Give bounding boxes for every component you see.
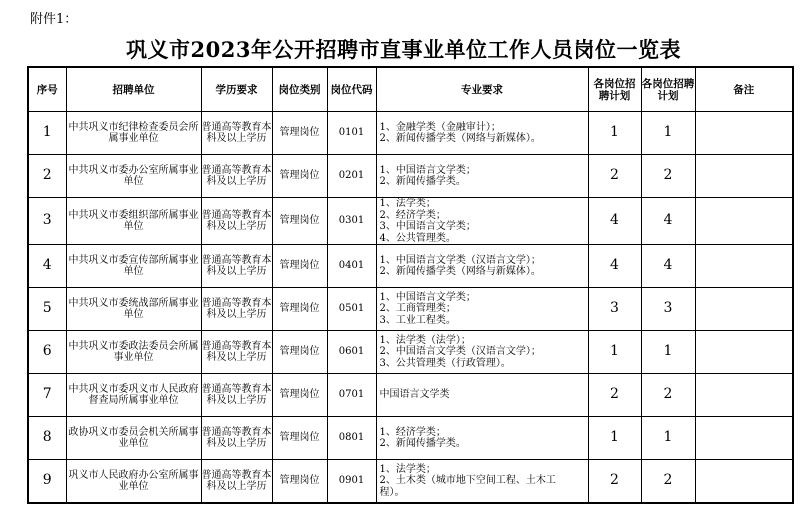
- major-line: 1、经济学类；: [379, 426, 446, 438]
- row-unit: 中共巩义市委政法委员会所属事业单位: [66, 331, 201, 374]
- row-code: 0201: [327, 155, 376, 198]
- major-line: 2、新闻传播学类（网络与新媒体）。: [379, 133, 541, 144]
- major-line: 1、中国语言文学类；: [379, 291, 476, 303]
- row-category: 管理岗位: [272, 288, 327, 331]
- row-remark: [695, 331, 793, 374]
- row-plan-a: 2: [588, 155, 641, 198]
- row-major: [376, 288, 588, 331]
- row-plan-a: 3: [588, 288, 641, 331]
- row-major: [376, 460, 588, 504]
- major-line: 3、工业工程类。: [379, 314, 456, 326]
- row-plan-b: 2: [641, 460, 695, 504]
- row-plan-a: 4: [588, 198, 641, 245]
- row-major: [376, 198, 588, 245]
- row-category: 管理岗位: [272, 198, 327, 245]
- table-header-row: [28, 67, 793, 112]
- row-plan-a: 1: [588, 112, 641, 155]
- row-seq: 1: [28, 112, 66, 155]
- row-category: 管理岗位: [272, 112, 327, 155]
- row-remark: [695, 155, 793, 198]
- major-line: 2、工商管理类；: [379, 303, 456, 315]
- row-major: [376, 155, 588, 198]
- row-seq: 9: [28, 460, 66, 504]
- table-row: [28, 331, 793, 374]
- table-row: [28, 460, 793, 504]
- row-plan-a: 4: [588, 245, 641, 288]
- row-plan-a: 2: [588, 374, 641, 417]
- row-plan-a: 1: [588, 331, 641, 374]
- major-line: 1、中国语言文学类；: [379, 164, 476, 176]
- row-education: 普通高等教育本科及以上学历: [201, 374, 272, 417]
- row-category: 管理岗位: [272, 417, 327, 460]
- major-line: 2、新闻传播学类。: [379, 176, 466, 187]
- row-education: 普通高等教育本科及以上学历: [201, 417, 272, 460]
- row-education: 普通高等教育本科及以上学历: [201, 155, 272, 198]
- row-code: 0901: [327, 460, 376, 504]
- row-major: [376, 417, 588, 460]
- major-line: 1、法学类；: [379, 198, 436, 209]
- table-row: [28, 155, 793, 198]
- row-category: 管理岗位: [272, 331, 327, 374]
- row-education: 普通高等教育本科及以上学历: [201, 198, 272, 245]
- row-plan-b: 1: [641, 112, 695, 155]
- document-title: 巩义市2023年公开招聘市直事业单位工作人员岗位一览表: [126, 37, 681, 62]
- major-line: 3、公共管理类（行政管理）。: [379, 357, 511, 369]
- major-line: 1、中国语言文学类（汉语言文学）；: [379, 254, 541, 266]
- major-line: 程）。: [379, 486, 405, 498]
- row-seq: 8: [28, 417, 66, 460]
- row-remark: [695, 112, 793, 155]
- header-major: 专业要求: [376, 67, 588, 112]
- row-unit: 中共巩义市委宣传部所属事业单位: [66, 245, 201, 288]
- row-major: [376, 331, 588, 374]
- row-category: 管理岗位: [272, 460, 327, 504]
- header-seq: 序号: [28, 67, 66, 112]
- table-row: [28, 288, 793, 331]
- row-seq: 5: [28, 288, 66, 331]
- table-row: [28, 417, 793, 460]
- row-major: [376, 245, 588, 288]
- positions-table: [27, 66, 794, 504]
- row-remark: [695, 288, 793, 331]
- row-seq: 6: [28, 331, 66, 374]
- attachment-label: 附件1：: [30, 12, 78, 27]
- row-education: 普通高等教育本科及以上学历: [201, 331, 272, 374]
- row-seq: 2: [28, 155, 66, 198]
- row-seq: 4: [28, 245, 66, 288]
- major-line: 2、新闻传播学类。: [379, 438, 466, 449]
- row-seq: 7: [28, 374, 66, 417]
- row-code: 0601: [327, 331, 376, 374]
- major-line: 2、土木类（城市地下空间工程、土木工: [379, 475, 556, 487]
- row-major: [376, 112, 588, 155]
- row-remark: [695, 460, 793, 504]
- row-education: 普通高等教育本科及以上学历: [201, 112, 272, 155]
- row-seq: 3: [28, 198, 66, 245]
- table-row: [28, 374, 793, 417]
- row-plan-b: 2: [641, 155, 695, 198]
- row-education: 普通高等教育本科及以上学历: [201, 460, 272, 504]
- header-code: 岗位代码: [327, 67, 376, 112]
- row-category: 管理岗位: [272, 155, 327, 198]
- major-line: 1、金融学类（金融审计）；: [379, 121, 501, 133]
- table-row: [28, 198, 793, 245]
- major-line: 2、新闻传播学类（网络与新媒体）。: [379, 266, 541, 277]
- row-unit: 中共巩义市纪律检查委员会所属事业单位: [66, 112, 201, 155]
- row-category: 管理岗位: [272, 245, 327, 288]
- row-education: 普通高等教育本科及以上学历: [201, 288, 272, 331]
- row-unit: 中共巩义市委办公室所属事业单位: [66, 155, 201, 198]
- row-code: 0701: [327, 374, 376, 417]
- row-remark: [695, 198, 793, 245]
- row-remark: [695, 374, 793, 417]
- row-education: 普通高等教育本科及以上学历: [201, 245, 272, 288]
- row-code: 0501: [327, 288, 376, 331]
- row-remark: [695, 245, 793, 288]
- major-line: 1、法学类（法学）；: [379, 334, 471, 346]
- row-unit: 巩义市人民政府办公室所属事业单位: [66, 460, 201, 504]
- row-unit: 中共巩义市委组织部所属事业单位: [66, 198, 201, 245]
- major-line: 中国语言文学类: [379, 389, 450, 401]
- row-plan-b: 4: [641, 198, 695, 245]
- row-plan-b: 4: [641, 245, 695, 288]
- row-major: [376, 374, 588, 417]
- row-code: 0401: [327, 245, 376, 288]
- row-remark: [695, 417, 793, 460]
- row-plan-b: 3: [641, 288, 695, 331]
- major-line: 2、中国语言文学类（汉语言文学）；: [379, 346, 541, 358]
- row-plan-b: 1: [641, 417, 695, 460]
- row-plan-a: 2: [588, 460, 641, 504]
- table-row: [28, 112, 793, 155]
- major-line: 1、法学类；: [379, 463, 436, 475]
- row-plan-b: 2: [641, 374, 695, 417]
- row-code: 0301: [327, 198, 376, 245]
- row-unit: 政协巩义市委员会机关所属事业单位: [66, 417, 201, 460]
- row-code: 0801: [327, 417, 376, 460]
- header-unit: 招聘单位: [66, 67, 201, 112]
- row-unit: 中共巩义市委巩义市人民政府督查局所属事业单位: [66, 374, 201, 417]
- row-plan-b: 1: [641, 331, 695, 374]
- row-unit: 中共巩义市委统战部所属事业单位: [66, 288, 201, 331]
- major-line: 3、中国语言文学类；: [379, 221, 476, 232]
- header-plan-b: 各岗位招聘计划: [641, 67, 695, 112]
- header-category: 岗位类别: [272, 67, 327, 112]
- row-plan-a: 1: [588, 417, 641, 460]
- table-row: [28, 245, 793, 288]
- row-category: 管理岗位: [272, 374, 327, 417]
- header-plan-a: 各岗位招聘计划: [588, 67, 641, 112]
- header-remark: 备注: [695, 67, 793, 112]
- header-edu: 学历要求: [201, 67, 272, 112]
- row-code: 0101: [327, 112, 376, 155]
- major-line: 4、公共管理类。: [379, 232, 456, 244]
- major-line: 2、经济学类；: [379, 209, 446, 221]
